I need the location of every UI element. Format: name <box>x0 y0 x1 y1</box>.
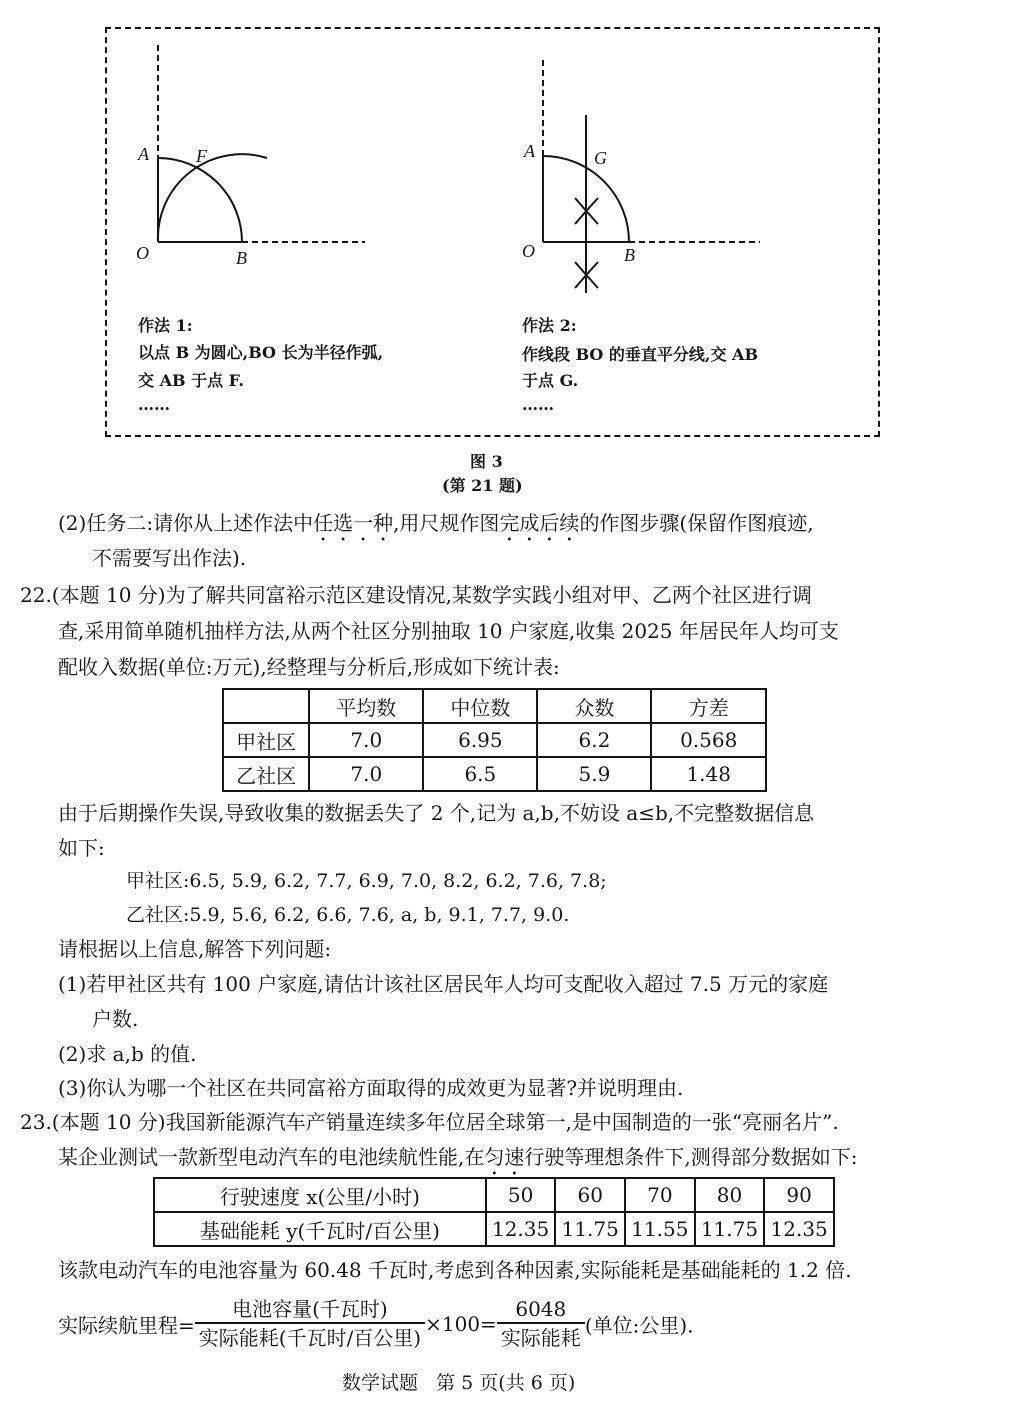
table-cell: 7.0 <box>309 757 423 791</box>
fraction-6048-over-consumption <box>497 1296 585 1352</box>
method2-more: …… <box>522 395 554 414</box>
q21-part2-emph1: 任选一种 <box>313 511 394 535</box>
method1-line1: 以点 B 为圆心,BO 长为半径作弧, <box>138 343 384 362</box>
table-cell: 90 <box>764 1178 834 1212</box>
q22-part3: (3)你认为哪一个社区在共同富裕方面取得的成效更为显著?并说明理由. <box>58 1076 684 1100</box>
q22-line2: 查,采用简单随机抽样方法,从两个社区分别抽取 10 户家庭,收集 2025 年居民年人均可支 <box>58 619 839 643</box>
q21-part2-line2: 不需要写出作法). <box>92 546 247 570</box>
table-header: 平均数 <box>309 689 423 723</box>
fraction-numerator: 电池容量(千瓦时) <box>232 1297 388 1321</box>
left-construction-arc <box>158 154 267 242</box>
right-label-a: A <box>524 141 535 161</box>
q22-after1: 由于后期操作失误,导致收集的数据丢失了 2 个,记为 a,b,不妨设 a≤b,不完整数据信息 <box>58 801 815 825</box>
fraction-numerator: 6048 <box>515 1297 567 1321</box>
formula-unit: (单位:公里). <box>584 1313 694 1338</box>
right-label-b: B <box>624 245 635 265</box>
q23-line2 <box>58 1140 857 1180</box>
q21-part2-emph2: 完成后续 <box>499 511 580 535</box>
q23-line2-post: 行驶等理想条件下,测得部分数据如下: <box>524 1145 858 1169</box>
table-header: 基础能耗 y(千瓦时/百公里) <box>154 1212 486 1246</box>
q21-part2-pre: (2)任务二:请你从上述作法中 <box>58 511 314 535</box>
method2-line1: 作线段 BO 的垂直平分线,交 AB <box>522 345 758 364</box>
q23-after: 该款电动汽车的电池容量为 60.48 千瓦时,考虑到各种因素,实际能耗是基础能耗的 1.2 倍. <box>58 1258 852 1282</box>
table-cell: 70 <box>625 1178 695 1212</box>
figure-subcaption: (第 21 题) <box>442 476 523 495</box>
left-label-o: O <box>136 243 149 263</box>
left-label-f: F <box>196 146 207 166</box>
page-footer: 数学试题 第 5 页(共 6 页) <box>342 1372 576 1394</box>
table-cell: 5.9 <box>537 757 651 791</box>
table-cell: 甲社区 <box>223 723 309 757</box>
table-cell: 6.95 <box>423 723 537 757</box>
q22-stats-table <box>222 688 767 792</box>
table-row <box>154 1212 834 1246</box>
method2-title: 作法 2: <box>522 316 577 335</box>
table-header: 行驶速度 x(公里/小时) <box>154 1178 486 1212</box>
table-row <box>223 757 766 791</box>
table-header: 众数 <box>537 689 651 723</box>
q23-line2-pre: 某企业测试一款新型电动汽车的电池续航性能,在 <box>58 1145 485 1169</box>
right-label-g: G <box>594 148 607 168</box>
table-cell: 80 <box>695 1178 765 1212</box>
left-label-b: B <box>236 248 247 268</box>
table-cell: 6.2 <box>537 723 651 757</box>
q22-after2: 如下: <box>58 836 105 860</box>
method1-more: …… <box>138 395 170 414</box>
q22-part1-b: 户数. <box>92 1007 139 1031</box>
q21-part2-mid: ,用尺规作图 <box>393 511 500 535</box>
q22-part2: (2)求 a,b 的值. <box>58 1042 197 1066</box>
left-quarter-arc <box>158 158 242 242</box>
table-cell: 11.75 <box>555 1212 625 1246</box>
fraction-denominator: 实际能耗 <box>497 1322 585 1352</box>
right-label-o: O <box>522 241 535 261</box>
q22-yi-data: 乙社区:5.9, 5.6, 6.2, 6.6, 7.6, a, b, 9.1, 7.7, 9.0. <box>126 904 570 926</box>
table-cell: 0.568 <box>651 723 766 757</box>
table-cell: 60 <box>555 1178 625 1212</box>
table-header: 方差 <box>651 689 766 723</box>
table-cell: 1.48 <box>651 757 766 791</box>
q22-line1: 22.(本题 10 分)为了解共同富裕示范区建设情况,某数学实践小组对甲、乙两个社区进行调 <box>20 583 812 607</box>
table-cell: 11.55 <box>625 1212 695 1246</box>
fraction-denominator: 实际能耗(千瓦时/百公里) <box>195 1322 425 1352</box>
table-cell: 乙社区 <box>223 757 309 791</box>
q22-ask: 请根据以上信息,解答下列问题: <box>58 937 332 961</box>
method1-line2: 交 AB 于点 F. <box>138 371 244 390</box>
q23-data-table <box>153 1177 835 1247</box>
table-row <box>154 1178 834 1212</box>
figure-caption: 图 3 <box>470 452 503 471</box>
table-cell: 6.5 <box>423 757 537 791</box>
method1-title: 作法 1: <box>138 316 193 335</box>
left-label-a: A <box>138 144 149 164</box>
q21-part2-post: 的作图步骤(保留作图痕迹, <box>579 511 814 535</box>
q22-line3: 配收入数据(单位:万元),经整理与分析后,形成如下统计表: <box>58 655 560 679</box>
q22-jia-data: 甲社区:6.5, 5.9, 6.2, 7.7, 6.9, 7.0, 8.2, 6.2, 7.6, 7.8; <box>126 870 607 892</box>
table-header: 中位数 <box>423 689 537 723</box>
table-row <box>223 723 766 757</box>
q21-part2 <box>58 506 814 546</box>
right-figure <box>543 60 760 293</box>
method2-line2: 于点 G. <box>522 371 579 390</box>
q23-line1: 23.(本题 10 分)我国新能源汽车产销量连续多年位居全球第一,是中国制造的一张“亮丽名片”. <box>20 1110 839 1134</box>
fraction-capacity-over-consumption <box>195 1296 425 1352</box>
table-cell: 50 <box>486 1178 556 1212</box>
q23-line2-emph: 匀速 <box>484 1145 525 1169</box>
q22-part1-a: (1)若甲社区共有 100 户家庭,请估计该社区居民年人均可支配收入超过 7.5 万元的家庭 <box>58 972 829 996</box>
table-cell: 7.0 <box>309 723 423 757</box>
table-cell: 12.35 <box>764 1212 834 1246</box>
formula-times: ×100= <box>425 1312 497 1336</box>
q23-formula <box>58 1296 694 1352</box>
left-figure <box>158 45 365 242</box>
table-header-row <box>223 689 766 723</box>
table-cell: 11.75 <box>695 1212 765 1246</box>
table-cell <box>223 689 309 723</box>
table-cell: 12.35 <box>486 1212 556 1246</box>
formula-lhs: 实际续航里程= <box>58 1313 195 1338</box>
